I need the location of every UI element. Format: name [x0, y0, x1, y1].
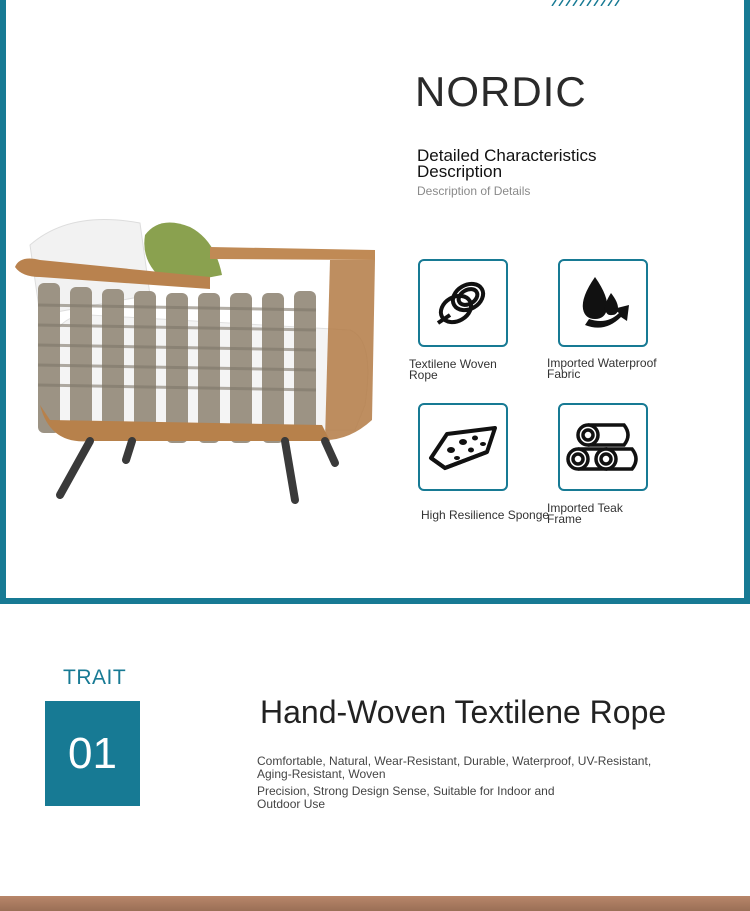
feature-rope-label: Textilene Woven Rope [409, 357, 497, 382]
trait-number: 01 [68, 728, 117, 778]
trait-headline: Hand-Woven Textilene Rope [260, 694, 667, 730]
feature-rope-box [418, 259, 508, 347]
decorative-hatch [550, 0, 620, 6]
feature-sponge-label: High Resilience Sponge [421, 508, 550, 522]
trait-description-2: Precision, Strong Design Sense, Suitable for Indoor and Outdoor Use [257, 784, 555, 811]
trait-number-box [45, 701, 140, 806]
rope-coil-icon [430, 273, 496, 333]
details-subtitle: Description of Details [417, 184, 531, 198]
feature-waterproof-box [558, 259, 648, 347]
wood-logs-icon [566, 421, 640, 473]
sponge-icon [427, 420, 499, 474]
details-title: Detailed Characteristics Description [417, 146, 597, 181]
feature-teak-label: Imported Teak Frame [547, 501, 623, 526]
rope-armchair-image [10, 205, 380, 510]
brand-title: NORDIC [415, 68, 587, 115]
feature-teak-box [558, 403, 648, 491]
feature-waterproof-label: Imported Waterproof Fabric [547, 356, 657, 381]
trait-description-1: Comfortable, Natural, Wear-Resistant, Durable, Waterproof, UV-Resistant, Aging-Resistant, Woven [257, 754, 652, 781]
feature-sponge-box [418, 403, 508, 491]
water-drop-icon [571, 271, 635, 335]
wood-floor-strip [0, 896, 750, 911]
trait-label: TRAIT [63, 666, 127, 689]
